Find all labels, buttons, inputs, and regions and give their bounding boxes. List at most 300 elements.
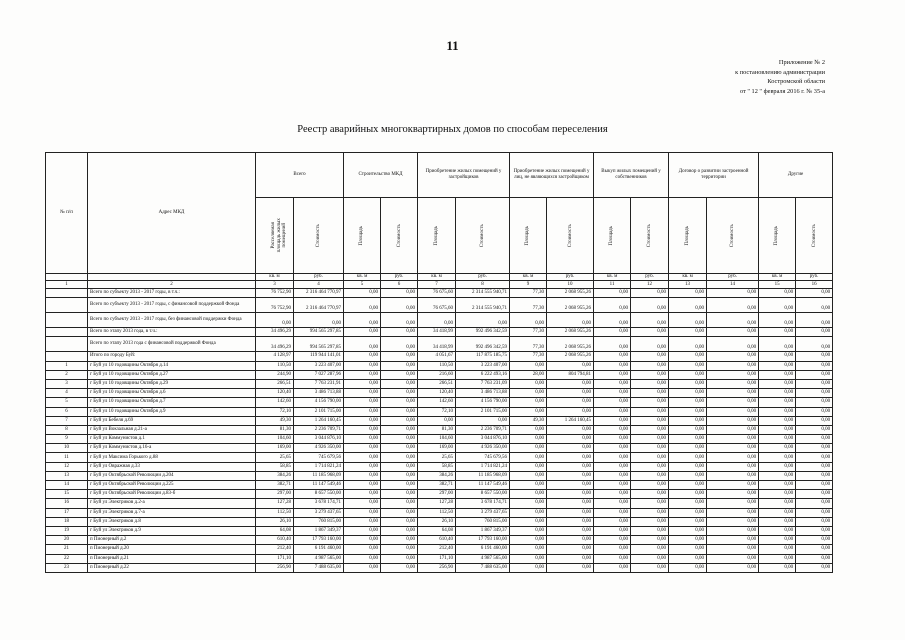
row-address: г Буй ул 10 годовщины Октября д.7 bbox=[88, 398, 256, 407]
area-value: 81,30 bbox=[256, 425, 294, 434]
row-number: 3 bbox=[46, 379, 88, 388]
cost-value: 0,00 bbox=[547, 379, 594, 388]
cost-value: 2 316 464 770,97 bbox=[294, 289, 344, 298]
area-value: 72,10 bbox=[418, 407, 456, 416]
cost-value: 0,00 bbox=[707, 352, 759, 361]
cost-value: 0,00 bbox=[381, 471, 418, 480]
column-number: 7 bbox=[418, 281, 456, 289]
area-value: 104,60 bbox=[418, 435, 456, 444]
cost-value: 1 867 349,37 bbox=[456, 526, 510, 535]
registry-table bbox=[45, 152, 833, 573]
row-address: Всего по субъекту 2013 - 2017 годы, без финансовой поддержки Фонда bbox=[88, 313, 256, 328]
area-value: 171,10 bbox=[256, 554, 294, 563]
cost-value: 0,00 bbox=[796, 499, 833, 508]
cost-value: 992 496 342,59 bbox=[456, 337, 510, 352]
table-row bbox=[46, 499, 833, 508]
cost-value: 0,00 bbox=[547, 536, 594, 545]
area-value: 0,00 bbox=[594, 407, 631, 416]
table-row bbox=[46, 389, 833, 398]
row-address: г Буй ул 10 годовщины Октября д.9 bbox=[88, 407, 256, 416]
row-address: г Буй ул Электриков д.8 bbox=[88, 517, 256, 526]
cost-value: 0,00 bbox=[381, 517, 418, 526]
cost-value: 0,00 bbox=[707, 398, 759, 407]
cost-value: 0,00 bbox=[796, 481, 833, 490]
row-number bbox=[46, 352, 88, 361]
cost-value: 2 068 955,26 bbox=[547, 337, 594, 352]
row-number bbox=[46, 313, 88, 328]
cost-value: 2 068 955,26 bbox=[547, 298, 594, 313]
cost-value: 0,00 bbox=[547, 508, 594, 517]
cost-value: 0,00 bbox=[381, 499, 418, 508]
area-value: 120,40 bbox=[418, 389, 456, 398]
cost-value: 0,00 bbox=[707, 370, 759, 379]
cost-value: 0,00 bbox=[631, 361, 669, 370]
area-value: 266,51 bbox=[256, 379, 294, 388]
row-number: 14 bbox=[46, 481, 88, 490]
column-number: 15 bbox=[759, 281, 796, 289]
row-number: 5 bbox=[46, 398, 88, 407]
cost-value: 3 486 713,88 bbox=[456, 389, 510, 398]
units-blank bbox=[88, 274, 256, 281]
cost-value: 0,00 bbox=[381, 298, 418, 313]
area-value: 0,00 bbox=[759, 361, 796, 370]
cost-value: 0,00 bbox=[707, 554, 759, 563]
appendix-line: к постановлению администрации bbox=[735, 68, 825, 76]
cost-value: 0,00 bbox=[381, 435, 418, 444]
area-value: 0,00 bbox=[594, 508, 631, 517]
area-value: 0,00 bbox=[344, 554, 381, 563]
cost-value: 6 222 493,16 bbox=[456, 370, 510, 379]
subheader-cost bbox=[381, 198, 418, 274]
cost-value: 3 678 174,71 bbox=[456, 499, 510, 508]
area-value: 0,00 bbox=[594, 337, 631, 352]
area-value: 0,00 bbox=[594, 563, 631, 572]
cost-value: 0,00 bbox=[631, 416, 669, 425]
area-value: 384,26 bbox=[418, 471, 456, 480]
area-value: 25,65 bbox=[418, 453, 456, 462]
row-number: 2 bbox=[46, 370, 88, 379]
cost-value: 0,00 bbox=[796, 471, 833, 480]
cost-value: 0,00 bbox=[631, 289, 669, 298]
cost-value: 2 236 709,71 bbox=[294, 425, 344, 434]
row-address: п Пионерный д.22 bbox=[88, 563, 256, 572]
cost-value: 0,00 bbox=[381, 352, 418, 361]
row-address: г Буй ул 10 годовщины Октября д.14 bbox=[88, 361, 256, 370]
document-title: Реестр аварийных многоквартирных домов по способам переселения bbox=[297, 124, 608, 135]
cost-value: 0,00 bbox=[381, 554, 418, 563]
cost-value: 992 496 342,59 bbox=[456, 328, 510, 337]
area-value: 0,00 bbox=[510, 563, 547, 572]
area-value: 0,00 bbox=[594, 298, 631, 313]
area-value: 0,00 bbox=[759, 416, 796, 425]
cost-value: 3 044 876,10 bbox=[294, 435, 344, 444]
area-value: 0,00 bbox=[510, 508, 547, 517]
cost-value: 0,00 bbox=[631, 490, 669, 499]
area-value: 0,00 bbox=[669, 352, 707, 361]
area-value: 0,00 bbox=[256, 313, 294, 328]
area-value: 0,00 bbox=[759, 444, 796, 453]
area-value: 297,00 bbox=[256, 490, 294, 499]
row-number: 21 bbox=[46, 545, 88, 554]
cost-value: 2 101 715,00 bbox=[456, 407, 510, 416]
table-row bbox=[46, 337, 833, 352]
area-value: 64,08 bbox=[418, 526, 456, 535]
area-value: 0,00 bbox=[510, 490, 547, 499]
area-value: 0,00 bbox=[344, 361, 381, 370]
table-row bbox=[46, 481, 833, 490]
cost-value: 0,00 bbox=[796, 361, 833, 370]
area-value: 0,00 bbox=[759, 526, 796, 535]
row-address: п Пионерный д.21 bbox=[88, 554, 256, 563]
cost-value: 0,00 bbox=[547, 425, 594, 434]
cost-value: 7 488 635,00 bbox=[456, 563, 510, 572]
cost-value: 804 794,81 bbox=[547, 370, 594, 379]
area-value: 0,00 bbox=[759, 298, 796, 313]
table-row bbox=[46, 298, 833, 313]
subheader-area bbox=[418, 198, 456, 274]
cost-value: 0,00 bbox=[631, 389, 669, 398]
area-value: 169,00 bbox=[418, 444, 456, 453]
cost-value: 0,00 bbox=[796, 337, 833, 352]
cost-value: 1 264 160,45 bbox=[547, 416, 594, 425]
cost-value: 0,00 bbox=[631, 526, 669, 535]
column-number: 2 bbox=[88, 281, 256, 289]
area-value: 77,30 bbox=[510, 289, 547, 298]
cost-value: 0,00 bbox=[796, 352, 833, 361]
area-value: 0,00 bbox=[510, 526, 547, 535]
area-value: 76 675,60 bbox=[418, 298, 456, 313]
column-number: 12 bbox=[631, 281, 669, 289]
cost-value: 4 156 790,00 bbox=[456, 398, 510, 407]
area-value: 0,00 bbox=[344, 389, 381, 398]
cost-value: 0,00 bbox=[707, 298, 759, 313]
subheader-label: Стоимость bbox=[646, 223, 652, 247]
area-value: 0,00 bbox=[594, 389, 631, 398]
subheader-cost bbox=[456, 198, 510, 274]
area-value: 0,00 bbox=[669, 389, 707, 398]
cost-value: 0,00 bbox=[631, 563, 669, 572]
cost-value: 0,00 bbox=[796, 379, 833, 388]
column-number: 14 bbox=[707, 281, 759, 289]
table-row bbox=[46, 462, 833, 471]
area-value: 0,00 bbox=[759, 370, 796, 379]
subheader-label: Расселяемая площадь жилых помещений bbox=[270, 218, 287, 253]
area-value: 0,00 bbox=[344, 444, 381, 453]
area-value: 0,00 bbox=[759, 517, 796, 526]
cost-value: 0,00 bbox=[707, 499, 759, 508]
cost-value: 0,00 bbox=[547, 407, 594, 416]
area-value: 0,00 bbox=[759, 490, 796, 499]
row-number: 13 bbox=[46, 471, 88, 480]
area-value: 0,00 bbox=[594, 545, 631, 554]
area-value: 0,00 bbox=[669, 490, 707, 499]
area-value: 0,00 bbox=[759, 337, 796, 352]
cost-value: 3 486 713,88 bbox=[294, 389, 344, 398]
area-value: 0,00 bbox=[669, 462, 707, 471]
area-value: 77,30 bbox=[510, 328, 547, 337]
area-value: 0,00 bbox=[669, 328, 707, 337]
row-number: 8 bbox=[46, 425, 88, 434]
area-value: 0,00 bbox=[510, 471, 547, 480]
column-number: 4 bbox=[294, 281, 344, 289]
cost-value: 4 926 350,00 bbox=[294, 444, 344, 453]
cost-value: 2 316 464 770,97 bbox=[294, 298, 344, 313]
area-value: 77,30 bbox=[510, 337, 547, 352]
area-value: 0,00 bbox=[344, 328, 381, 337]
cost-value: 0,00 bbox=[631, 370, 669, 379]
area-value: 0,00 bbox=[669, 435, 707, 444]
area-value: 256,90 bbox=[418, 563, 456, 572]
area-value: 0,00 bbox=[510, 481, 547, 490]
row-number: 16 bbox=[46, 499, 88, 508]
column-number: 6 bbox=[381, 281, 418, 289]
area-value: 0,00 bbox=[669, 481, 707, 490]
area-value: 26,10 bbox=[256, 517, 294, 526]
area-value: 0,00 bbox=[669, 517, 707, 526]
area-value: 0,00 bbox=[510, 379, 547, 388]
cost-value: 0,00 bbox=[796, 289, 833, 298]
cost-value: 0,00 bbox=[707, 361, 759, 370]
area-value: 266,51 bbox=[418, 379, 456, 388]
area-value: 0,00 bbox=[594, 481, 631, 490]
cost-value: 3 044 876,10 bbox=[456, 435, 510, 444]
table-row bbox=[46, 536, 833, 545]
cost-value: 0,00 bbox=[707, 462, 759, 471]
row-address: г Буй ул Максима Горького д.88 bbox=[88, 453, 256, 462]
area-value: 0,00 bbox=[510, 453, 547, 462]
table-row bbox=[46, 289, 833, 298]
subheader-cost bbox=[631, 198, 669, 274]
area-value: 0,00 bbox=[759, 407, 796, 416]
cost-value: 0,00 bbox=[294, 313, 344, 328]
cost-value: 0,00 bbox=[796, 313, 833, 328]
area-value: 58,85 bbox=[256, 462, 294, 471]
unit-cell: кв. м bbox=[669, 274, 707, 281]
cost-value: 0,00 bbox=[381, 337, 418, 352]
cost-value: 3 279 437,65 bbox=[294, 508, 344, 517]
area-value: 0,00 bbox=[594, 471, 631, 480]
cost-value: 0,00 bbox=[631, 398, 669, 407]
cost-value: 2 314 555 940,71 bbox=[456, 298, 510, 313]
area-value: 0,00 bbox=[594, 313, 631, 328]
area-value: 382,71 bbox=[256, 481, 294, 490]
cost-value: 0,00 bbox=[796, 328, 833, 337]
cost-value: 0,00 bbox=[631, 337, 669, 352]
subheader-cost bbox=[707, 198, 759, 274]
area-value: 0,00 bbox=[759, 471, 796, 480]
cost-value: 0,00 bbox=[707, 444, 759, 453]
cost-value: 0,00 bbox=[707, 313, 759, 328]
cost-value: 0,00 bbox=[631, 298, 669, 313]
cost-value: 0,00 bbox=[381, 328, 418, 337]
area-value: 0,00 bbox=[510, 389, 547, 398]
cost-value: 0,00 bbox=[381, 526, 418, 535]
cost-value: 2 236 709,71 bbox=[456, 425, 510, 434]
cost-value: 0,00 bbox=[381, 389, 418, 398]
unit-cell: руб. bbox=[456, 274, 510, 281]
cost-value: 7 763 231,09 bbox=[456, 379, 510, 388]
cost-value: 0,00 bbox=[631, 481, 669, 490]
row-number: 23 bbox=[46, 563, 88, 572]
area-value: 0,00 bbox=[669, 379, 707, 388]
cost-value: 0,00 bbox=[547, 490, 594, 499]
area-value: 0,00 bbox=[594, 416, 631, 425]
column-number: 13 bbox=[669, 281, 707, 289]
cost-value: 0,00 bbox=[631, 508, 669, 517]
cost-value: 11 185 968,09 bbox=[294, 471, 344, 480]
table-row bbox=[46, 545, 833, 554]
cost-value: 8 657 550,00 bbox=[456, 490, 510, 499]
unit-cell: кв. м bbox=[594, 274, 631, 281]
area-value: 0,00 bbox=[510, 545, 547, 554]
area-value: 0,00 bbox=[344, 481, 381, 490]
cost-value: 994 565 297,85 bbox=[294, 328, 344, 337]
cost-value: 0,00 bbox=[381, 361, 418, 370]
cost-value: 0,00 bbox=[381, 425, 418, 434]
cost-value: 0,00 bbox=[707, 435, 759, 444]
subheader-area-settled bbox=[256, 198, 294, 274]
row-address: Всего по этапу 2013 года, в т.ч.: bbox=[88, 328, 256, 337]
row-number: 7 bbox=[46, 416, 88, 425]
cost-value: 0,00 bbox=[707, 526, 759, 535]
area-value: 0,00 bbox=[594, 352, 631, 361]
area-value: 64,08 bbox=[256, 526, 294, 535]
cost-value: 2 314 555 940,71 bbox=[456, 289, 510, 298]
area-value: 0,00 bbox=[759, 499, 796, 508]
cost-value: 0,00 bbox=[631, 499, 669, 508]
row-address: г Буй ул Октябрьской Революции д.204 bbox=[88, 471, 256, 480]
unit-cell: руб. bbox=[796, 274, 833, 281]
subheader-cost bbox=[547, 198, 594, 274]
cost-value: 0,00 bbox=[707, 545, 759, 554]
area-value: 0,00 bbox=[344, 499, 381, 508]
area-value: 49,30 bbox=[510, 416, 547, 425]
area-value: 110,50 bbox=[256, 361, 294, 370]
cost-value: 0,00 bbox=[631, 313, 669, 328]
subheader-cost bbox=[796, 198, 833, 274]
cost-value: 0,00 bbox=[381, 481, 418, 490]
table-row bbox=[46, 490, 833, 499]
area-value: 127,28 bbox=[256, 499, 294, 508]
area-value: 0,00 bbox=[344, 453, 381, 462]
column-number: 1 bbox=[46, 281, 88, 289]
area-value: 610,40 bbox=[418, 536, 456, 545]
unit-cell: руб. bbox=[381, 274, 418, 281]
cost-value: 0,00 bbox=[796, 370, 833, 379]
area-value: 0,00 bbox=[759, 453, 796, 462]
cost-value: 0,00 bbox=[547, 444, 594, 453]
area-value: 34 496,29 bbox=[256, 328, 294, 337]
area-value: 0,00 bbox=[759, 435, 796, 444]
area-value: 0,00 bbox=[669, 471, 707, 480]
row-address: п Пионерный д.2 bbox=[88, 536, 256, 545]
row-address: г Буй ул Вокзальная д.21-а bbox=[88, 425, 256, 434]
area-value: 0,00 bbox=[669, 398, 707, 407]
cost-value: 0,00 bbox=[631, 425, 669, 434]
area-value: 0,00 bbox=[344, 471, 381, 480]
cost-value: 2 068 955,26 bbox=[547, 328, 594, 337]
area-value: 0,00 bbox=[759, 352, 796, 361]
cost-value: 0,00 bbox=[631, 444, 669, 453]
area-value: 0,00 bbox=[669, 425, 707, 434]
subheader-area bbox=[594, 198, 631, 274]
area-value: 76 752,90 bbox=[256, 298, 294, 313]
area-value: 81,30 bbox=[418, 425, 456, 434]
cost-value: 0,00 bbox=[796, 435, 833, 444]
area-value: 0,00 bbox=[510, 517, 547, 526]
area-value: 0,00 bbox=[669, 289, 707, 298]
cost-value: 0,00 bbox=[381, 379, 418, 388]
area-value: 0,00 bbox=[344, 508, 381, 517]
area-value: 0,00 bbox=[759, 481, 796, 490]
area-value: 26,10 bbox=[418, 517, 456, 526]
cost-value: 0,00 bbox=[796, 545, 833, 554]
unit-cell: руб. bbox=[294, 274, 344, 281]
row-number: 22 bbox=[46, 554, 88, 563]
area-value: 104,60 bbox=[256, 435, 294, 444]
row-address: Всего по субъекту 2013 - 2017 годы, в т.ч.: bbox=[88, 289, 256, 298]
cost-value: 3 678 174,71 bbox=[294, 499, 344, 508]
area-value: 0,00 bbox=[594, 361, 631, 370]
cost-value: 0,00 bbox=[796, 444, 833, 453]
cost-value: 0,00 bbox=[631, 462, 669, 471]
cost-value: 3 223 407,00 bbox=[456, 361, 510, 370]
subheader-label: Площадь bbox=[609, 225, 615, 245]
cost-value: 17 793 160,00 bbox=[294, 536, 344, 545]
area-value: 0,00 bbox=[344, 352, 381, 361]
table-row bbox=[46, 370, 833, 379]
cost-value: 0,00 bbox=[707, 490, 759, 499]
cost-value: 0,00 bbox=[631, 352, 669, 361]
area-value: 0,00 bbox=[669, 370, 707, 379]
cost-value: 994 565 297,85 bbox=[294, 337, 344, 352]
subheader-area bbox=[669, 198, 707, 274]
row-address: Всего по этапу 2013 года с финансовой поддержкой Фонда bbox=[88, 337, 256, 352]
cost-value: 0,00 bbox=[381, 289, 418, 298]
area-value: 72,10 bbox=[256, 407, 294, 416]
area-value: 0,00 bbox=[759, 536, 796, 545]
area-value: 0,00 bbox=[759, 545, 796, 554]
table-row bbox=[46, 471, 833, 480]
cost-value: 117 875 185,75 bbox=[456, 352, 510, 361]
row-address: г Буй ул Коммунистов д.16-а bbox=[88, 444, 256, 453]
area-value: 77,30 bbox=[510, 352, 547, 361]
cost-value: 0,00 bbox=[707, 481, 759, 490]
area-value: 4 128,97 bbox=[256, 352, 294, 361]
cost-value: 0,00 bbox=[707, 563, 759, 572]
header-construction: Строительство МКД bbox=[344, 153, 418, 198]
header-purchase-others: Приобретение жилых помещений у лиц, не являющихся застройщиком bbox=[510, 153, 594, 198]
cost-value: 7 027 287,96 bbox=[294, 370, 344, 379]
area-value: 0,00 bbox=[594, 435, 631, 444]
table-row bbox=[46, 425, 833, 434]
area-value: 382,71 bbox=[418, 481, 456, 490]
cost-value: 4 987 565,00 bbox=[456, 554, 510, 563]
cost-value: 0,00 bbox=[547, 361, 594, 370]
area-value: 0,00 bbox=[344, 526, 381, 535]
area-value: 0,00 bbox=[510, 398, 547, 407]
area-value: 0,00 bbox=[344, 298, 381, 313]
subheader-label: Стоимость bbox=[315, 223, 321, 247]
cost-value: 0,00 bbox=[547, 398, 594, 407]
area-value: 58,85 bbox=[418, 462, 456, 471]
area-value: 0,00 bbox=[510, 361, 547, 370]
column-number: 5 bbox=[344, 281, 381, 289]
area-value: 256,90 bbox=[256, 563, 294, 572]
cost-value: 0,00 bbox=[547, 517, 594, 526]
cost-value: 0,00 bbox=[547, 313, 594, 328]
area-value: 0,00 bbox=[594, 526, 631, 535]
